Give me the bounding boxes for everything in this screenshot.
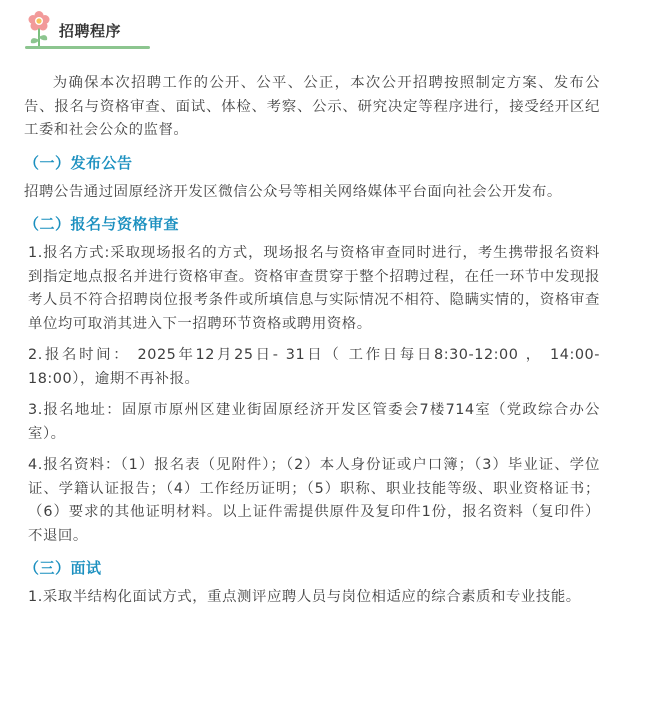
- paragraph-registration-method: 1.报名方式:采取现场报名的方式，现场报名与资格审查同时进行，考生携带报名资料到指定地点报名并进行资格审查。资格审查贯穿于整个招聘过程，在任一环节中发现报考人员不符合招聘岗位报考条件或所填信息与实际情况不相符、隐瞒实情的，资格审查单位均可取消其进入下一招聘环节资格或聘用资格。: [28, 245, 600, 332]
- paragraph-registration-materials: 4.报名资料：（1）报名表（见附件）；（2）本人身份证或户口簿；（3）毕业证、学位证、学籍认证报告；（4）工作经历证明；（5）职称、职业技能等级、职业资格证书；（6）要求的其他证明材料。以上证件需提供原件及复印件1份，报名资料（复印件）不退回。: [28, 457, 600, 544]
- title-underline: [25, 46, 150, 49]
- paragraph-publish-notice: 招聘公告通过固原经济开发区微信公众号等相关网络媒体平台面向社会公开发布。: [24, 183, 562, 200]
- paragraph-interview-method: 1.采取半结构化面试方式，重点测评应聘人员与岗位相适应的综合素质和专业技能。: [28, 589, 581, 605]
- paragraph-registration-address: 3.报名地址：固原市原州区建业街固原经济开发区管委会7楼714室（党政综合办公室）。: [28, 402, 600, 442]
- intro-paragraph: 为确保本次招聘工作的公开、公平、公正，本次公开招聘按照制定方案、发布公告、报名与资格审查、面试、体检、考察、公示、研究决定等程序进行，接受经开区纪工委和社会公众的监督。: [24, 75, 600, 138]
- heading-registration: （二）报名与资格审查: [24, 215, 180, 233]
- section-title: 招聘程序: [59, 22, 122, 40]
- flower-icon: [25, 10, 53, 50]
- heading-publish-notice: （一）发布公告: [24, 153, 133, 172]
- section-header: [25, 8, 150, 52]
- heading-interview: （三）面试: [24, 559, 102, 577]
- article-body: [24, 72, 600, 618]
- paragraph-registration-time: 2.报名时间： 2025年12月25日- 31日（ 工作日每日8:30-12:00 ， 14:00-18:00），逾期不再补报。: [28, 347, 600, 387]
